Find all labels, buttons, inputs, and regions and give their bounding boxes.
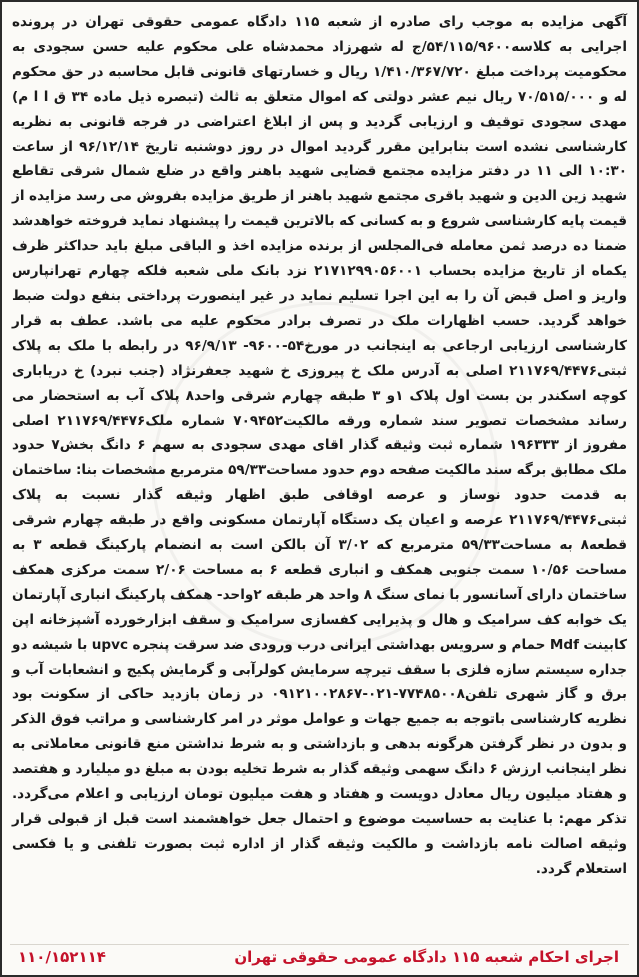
notice-code: ۱۱۰/۱۵۲۱۱۴ <box>18 948 106 966</box>
issuer-signature: اجرای احکام شعبه ۱۱۵ دادگاه عمومی حقوقی تهران <box>234 948 619 966</box>
notice-footer <box>10 944 629 969</box>
notice-body-text: آگهی مزایده به موجب رای صادره از شعبه ۱۱۵ دادگاه عمومی حقوقی تهران در پرونده اجرایی به کلاسه۵۴/۱۱۵/۹۶۰۰/ج له شهرزاد محمدشاه علی محکوم علیه حسن سجودی به محکومیت پرداخت مبلغ ۱/۴۱۰/۳۶۷/۷۲۰ ریال و خسارتهای قانونی قابل محاسبه در حق محکوم له و ۷۰/۵۱۵/۰۰۰ ریال نیم عشر دولتی که اموال متعلق به ثالث (تبصره ذیل ماده ۳۴ ق ا ا م) مهدی سجودی توقیف و ارزیابی گردید و پس از ابلاغ اعتراضی در فرجه قانونی به نظریه کارشناسی نشده است بنابراین مقرر گردید اموال در روز دوشنبه تاریخ ۹۶/۱۲/۱۴ از ساعت ۱۰:۳۰ الی ۱۱ در دفتر مزایده مجتمع قضایی شهید باهنر واقع در ضلع شمال شرقی تقاطع شهید زین الدین و شهید باقری مجتمع شهید باهنر از طریق مزایده بفروش می رسد مزایده از قیمت پایه کارشناسی شروع و به کسانی که بالاترین قیمت را پیشنهاد نماید فروخته خواهدشد ضمنا ده درصد ثمن معامله فی‌المجلس از برنده مزایده اخذ و الباقی مبلغ باید حداکثر ظرف یکماه از تاریخ مزایده بحساب ۲۱۷۱۲۹۹۰۵۶۰۰۱ نزد بانک ملی شعبه فلکه چهارم تهرانپارس واریز و اصل قبض آن را به این اجرا تسلیم نماید در غیر اینصورت پرداختی بنفع دولت ضبط خواهد گردید. حسب اظهارات ملک در تصرف برادر محکوم علیه می باشد. عطف به قرار کارشناسی ارزیابی ارجاعی به اینجانب در مورخ۵۴-۹۶۰۰- ۹۶/۹/۱۳ در رابطه با ملک به پلاک ثبتی۲۱۱۷۶۹/۴۴۷۶ اصلی به آدرس ملک خ پیروزی خ شهید جعفرنژاد (جنب نبرد) خ دریاباری کوچه اسکندر بن بست اول پلاک ۱و ۳ طبقه چهارم شرقی واحد۸ پلاک آب به استحضار می رساند مشخصات تصویر سند شماره ورقه مالکیت۷۰۹۴۵۲ شماره ملک۲۱۱۷۶۹/۴۴۷۶ اصلی مفروز از ۱۹۶۳۳۳ شماره ثبت وثیقه گذار اقای مهدی سجودی به سهم ۶ دانگ بخش۷ حدود ملک مطابق برگه سند مالکیت صفحه دوم حدود مساحت۵۹/۳۳ مترمربع مشخصات بنا: ساختمان به قدمت حدود نوساز و عرصه اوقافی طبق اظهار وثیقه گذار نسبت به پلاک ثبتی۲۱۱۷۶۹/۴۴۷۶ عرصه و اعیان یک دستگاه آپارتمان مسکونی واقع در طبقه چهارم شرقی قطعه۸ به مساحت۵۹/۳۳ مترمربع که ۳/۰۲ آن بالکن است به انضمام پارکینگ قطعه ۳ به مساحت ۱۰/۵۶ سمت جنوبی همکف و انباری قطعه ۶ به مساحت ۲/۰۶ سمت مرکزی همکف ساختمان دارای آسانسور با نمای سنگ ۸ واحد هر طبقه ۲واحد- همکف پارکینگ انباری آپارتمان یک خوابه کف سرامیک و هال و پذیرایی کفسازی سرامیک و سقف ابزارخورده آشپزخانه اپن کابینت Mdf حمام و سرویس بهداشتی ایرانی درب ورودی ضد سرقت پنجره upvc با شیشه دو جداره سیستم سازه فلزی با سقف تیرچه سرمایش کولرآبی و گرمایش پکیج و انشعابات آب و برق و گاز شهری تلفن۷۷۴۸۵۰۰۸-۰۲۱-۰۹۱۲۱۰۰۲۸۶۷ در زمان بازدید حاکی از سکونت بود نظریه کارشناسی باتوجه به جمیع جهات و عوامل موثر در امر کارشناسی و مراتب فوق الذکر و بدون در نظر گرفتن هرگونه بدهی و بازداشتی و به شرط نداشتن منع قانونی معاملاتی به نظر اینجانب ارزش ۶ دانگ سهمی وثیقه گذار به شرط تخلیه بودن به مبلغ دو میلیارد و هفتصد و هفتاد میلیون ریال معادل دویست و هفتاد و هفت میلیون تومان ارزیابی و اعلام می‌گردد. تذکر مهم: با عنایت به حساسیت موضوع و احتمال جعل خواهشمند است قبل از قبولی قرار وثیقه اصالت نامه بازداشت و مالکیت وثیقه گذار از اداره ثبت بصورت تلفنی و یا فکسی استعلام گردد. <box>12 14 628 877</box>
